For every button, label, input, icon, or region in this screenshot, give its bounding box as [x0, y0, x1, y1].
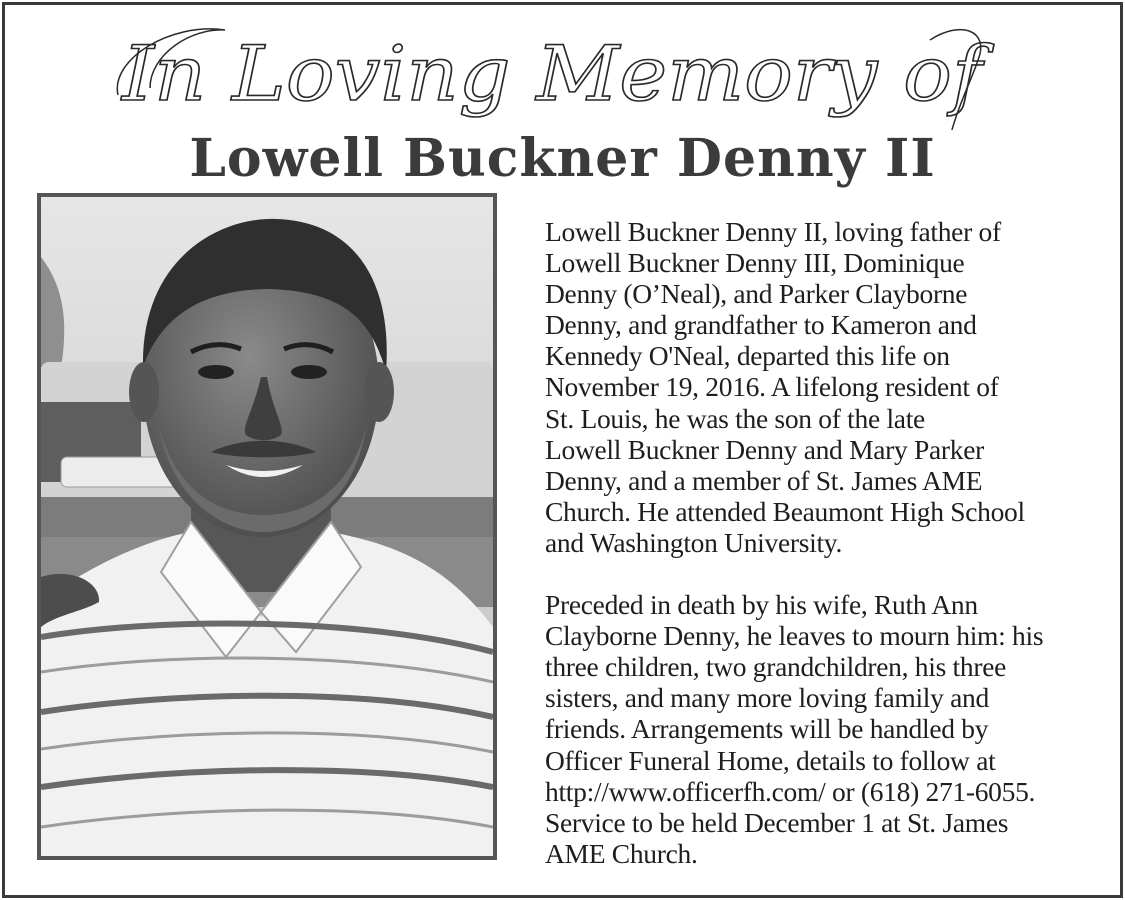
- obituary-line: Officer Funeral Home, details to follow at: [545, 744, 996, 776]
- deceased-name: Lowell Buckner Denny II: [189, 128, 936, 189]
- obituary-line: Clayborne Denny, he leaves to mourn him: his: [545, 620, 1044, 652]
- portrait-photo: [37, 193, 497, 860]
- obituary-line: November 19, 2016. A lifelong resident of: [545, 371, 999, 403]
- portrait-illustration: [41, 197, 493, 856]
- obituary-paragraph-1: [545, 216, 1105, 558]
- obituary-line: Church. He attended Beaumont High School: [545, 495, 1025, 527]
- obituary-line: Lowell Buckner Denny III, Dominique: [545, 247, 965, 279]
- obituary-line: Preceded in death by his wife, Ruth Ann: [545, 589, 978, 621]
- funeral-home-contact-line: http://www.officerfh.com/ or (618) 271-6055.: [545, 775, 1036, 807]
- script-title-text: In Loving Memory of: [119, 29, 995, 118]
- obituary-line: friends. Arrangements will be handled by: [545, 713, 989, 745]
- obituary-line: St. Louis, he was the son of the late: [545, 402, 925, 434]
- obituary-line: Lowell Buckner Denny and Mary Parker: [545, 433, 984, 465]
- obituary-line: Denny (O’Neal), and Parker Clayborne: [545, 278, 968, 310]
- paragraph-spacer: [545, 558, 1105, 589]
- obituary-line: Service to be held December 1 at St. James: [545, 806, 1009, 838]
- obituary-line: Denny, and grandfather to Kameron and: [545, 309, 977, 341]
- script-title: [0, 0, 1125, 130]
- obituary-line: Lowell Buckner Denny II, loving father of: [545, 216, 1001, 247]
- obituary-text: [545, 216, 1105, 869]
- obituary-line: sisters, and many more loving family and: [545, 682, 989, 714]
- obituary-line: Kennedy O'Neal, departed this life on: [545, 340, 950, 372]
- obituary-line: three children, two grandchildren, his three: [545, 651, 1007, 683]
- obituary-line: Denny, and a member of St. James AME: [545, 464, 983, 496]
- obituary-paragraph-2: [545, 589, 1105, 869]
- obituary-line: and Washington University.: [545, 526, 843, 558]
- obituary-line: AME Church.: [545, 837, 698, 869]
